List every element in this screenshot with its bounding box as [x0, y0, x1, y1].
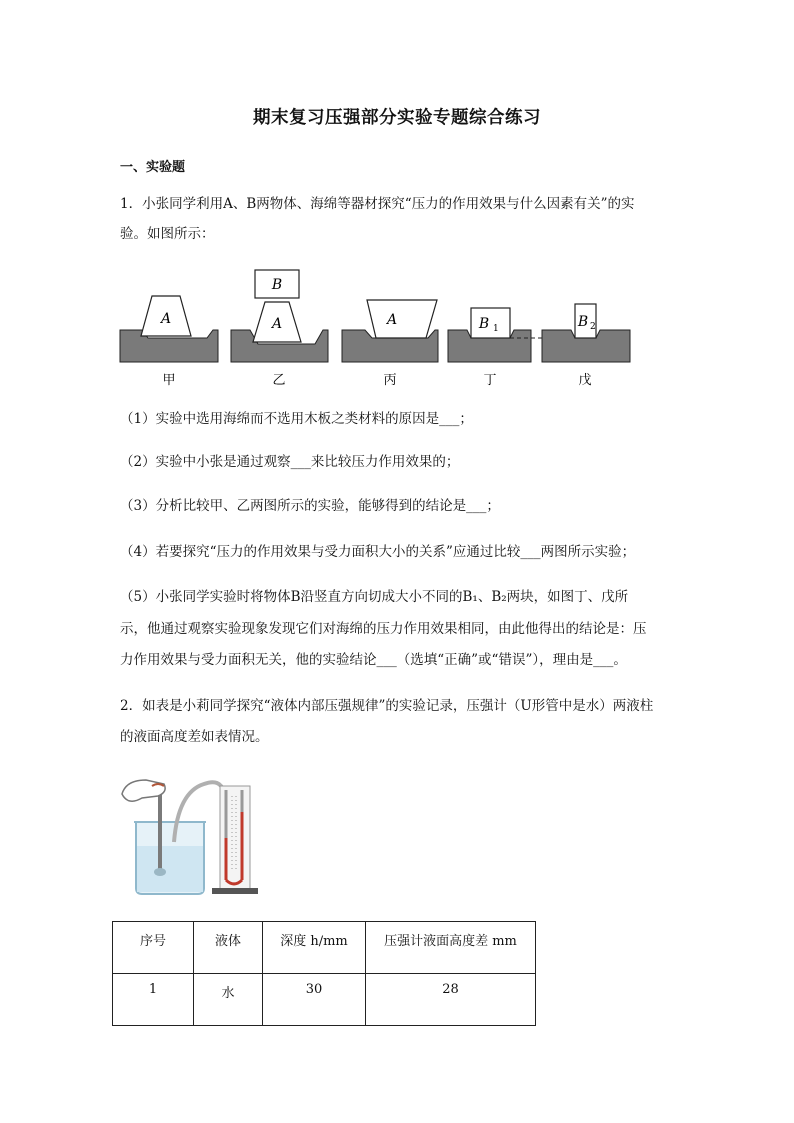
block-b1-subscript: 1	[493, 324, 499, 334]
block-a-label: A	[271, 316, 283, 332]
q1-sub5-line3: 力作用效果与受力面积无关，他的实验结论___（选填“正确”或“错误”），理由是___。	[120, 652, 627, 668]
q2-intro-line2: 的液面高度差如表情况。	[120, 729, 269, 745]
sponge-wu	[542, 304, 630, 362]
table-header-cell: 液体	[194, 922, 263, 974]
label-jia: 甲	[162, 373, 176, 388]
sponge-yi	[231, 270, 328, 362]
q1-sub5-line2: 示，他通过观察实验现象发现它们对海绵的压力作用效果相同，由此他得出的结论是：压	[120, 621, 647, 637]
block-b1-label: B	[478, 316, 490, 332]
experiment-table	[112, 921, 536, 1026]
block-a-label: A	[160, 311, 172, 327]
table-header-cell: 序号	[113, 922, 194, 974]
table-row	[113, 974, 536, 1026]
table-cell: 28	[366, 974, 536, 1026]
section-heading: 一、实验题	[120, 160, 186, 175]
sponge-ding	[448, 308, 531, 362]
label-bing: 丙	[383, 373, 397, 388]
q1-sub2: （2）实验中小张是通过观察___来比较压力作用效果的；	[120, 454, 460, 470]
pressure-gauge-figure	[112, 762, 272, 902]
q1-intro-line1: 1．小张同学利用A、B两物体、海绵等器材探究“压力的作用效果与什么因素有关”的实	[120, 196, 635, 212]
block-a-label: A	[386, 312, 398, 328]
table-header-row	[113, 922, 536, 974]
label-yi: 乙	[272, 373, 286, 388]
sponge-jia	[120, 296, 218, 362]
u-tube-manometer	[212, 786, 258, 894]
table-cell: 30	[263, 974, 366, 1026]
q2-intro-line1: 2．如表是小莉同学探究“液体内部压强规律”的实验记录，压强计（U形管中是水）两液柱	[120, 698, 654, 714]
block-b2-subscript: 2	[590, 322, 596, 332]
q1-sub5-line1: （5）小张同学实验时将物体B沿竖直方向切成大小不同的B₁、B₂两块，如图丁、戊所	[120, 589, 629, 605]
q1-sub1: （1）实验中选用海绵而不选用木板之类材料的原因是___；	[120, 411, 473, 427]
q1-intro-line2: 验。如图所示：	[120, 226, 215, 242]
q1-sub3: （3）分析比较甲、乙两图所示的实验，能够得到的结论是___；	[120, 498, 500, 514]
q1-sub4: （4）若要探究“压力的作用效果与受力面积大小的关系”应通过比较___两图所示实验；	[120, 544, 636, 560]
block-b2-label: B	[577, 314, 589, 330]
table-header-cell: 深度 h/mm	[263, 922, 366, 974]
label-ding: 丁	[483, 373, 497, 388]
label-wu: 戊	[578, 373, 592, 388]
table-header-cell: 压强计液面高度差 mm	[366, 922, 536, 974]
page-title: 期末复习压强部分实验专题综合练习	[253, 108, 541, 128]
sponge-bing	[342, 300, 438, 362]
table-cell: 水	[194, 974, 263, 1026]
block-b-label: B	[271, 277, 283, 293]
beaker	[134, 822, 206, 894]
probe-head	[154, 868, 166, 876]
table-cell: 1	[113, 974, 194, 1026]
q1-figure	[110, 266, 640, 396]
